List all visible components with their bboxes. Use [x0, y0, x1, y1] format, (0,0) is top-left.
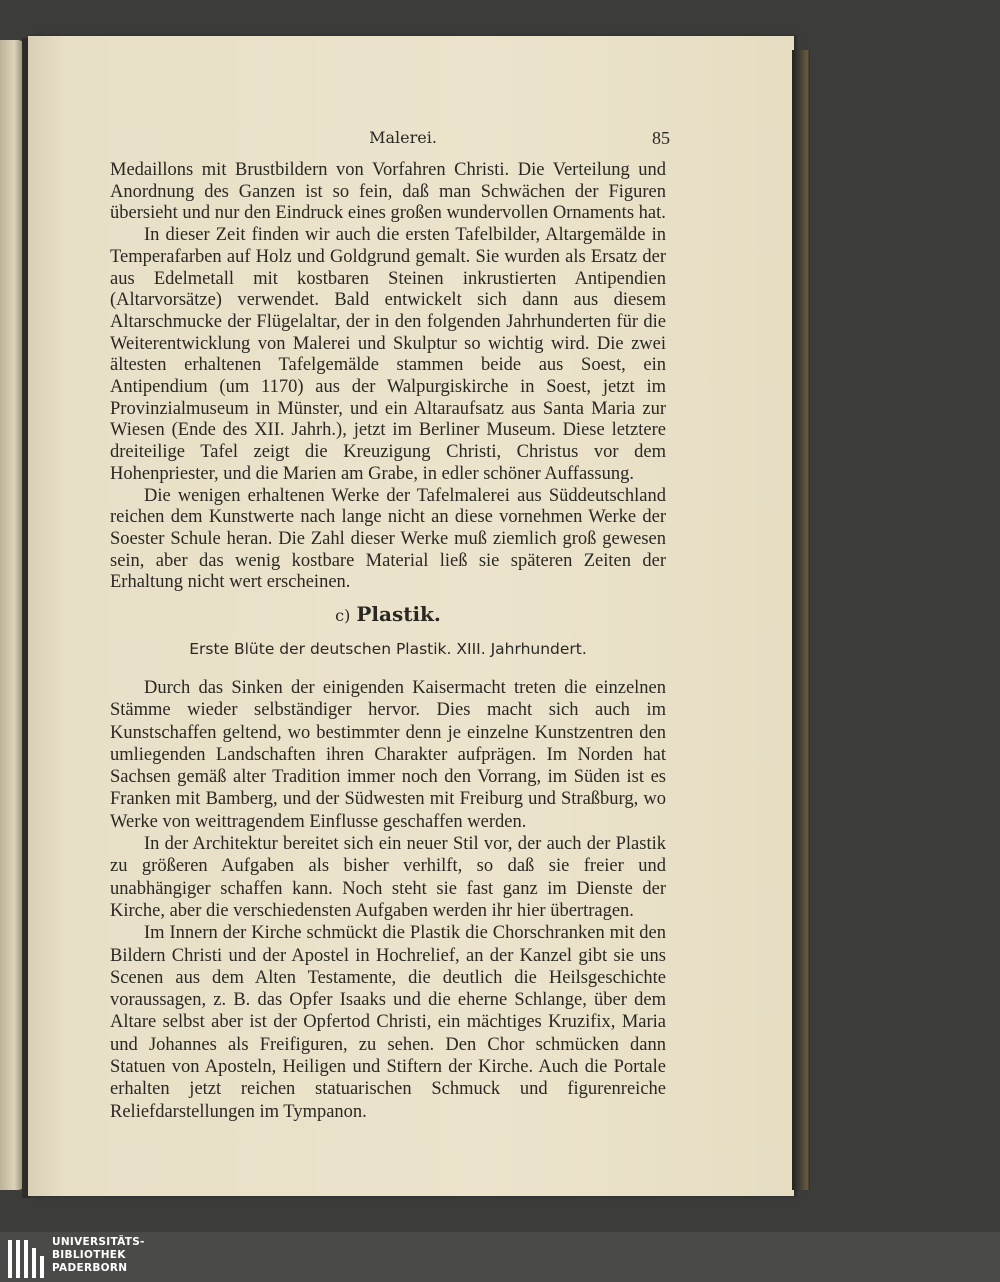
paragraph: Im Innern der Kirche schmückt die Plastik die Chorschranken mit den Bildern Christi und der Apostel in Hochrelief, an der Kanzel gibt sie uns Scenen aus dem Alten Testamente, die deutlich die Heilsgeschichte voraussagen, z. B. das Opfer Isaaks und die eherne Schlange, über dem Altare selbst aber ist der Opfertod Christi, ein mächtiges Kruzifix, Maria und Johannes als Freifiguren, zu sehen. Den Chor schmücken dann Statuen von Aposteln, Heiligen und Stiftern der Kirche. Auch die Portale erhalten jetzt reichen statuarischen Schmuck und figurenreiche Reliefdarstellungen im Tympanon. [110, 923, 666, 1122]
running-head [0, 128, 1000, 156]
logo-line: PADERBORN [52, 1262, 128, 1274]
library-logo-text [52, 1236, 145, 1275]
library-logo-icon [6, 1238, 46, 1280]
footer-bar [0, 1232, 1000, 1282]
section-title: Plastik. [356, 602, 441, 626]
logo-line: BIBLIOTHEK [52, 1249, 126, 1261]
book-cover-edge [792, 50, 810, 1190]
paragraph: In dieser Zeit finden wir auch die ersten Tafelbilder, Altargemälde in Temperafarben auf Holz und Goldgrund gemalt. Sie wurden als Ersatz der aus Edelmetall mit kostbaren Steinen inkrustierten Antipendien (Altarvorsätze) verwendet. Bald entwickelt sich dann aus diesem Altarschmucke der Flügelaltar, der in den folgenden Jahrhunderten für die Weiterentwicklung von Malerei und Skulptur so wichtig wird. Die zwei ältesten erhaltenen Tafelgemälde stammen beide aus Soest, ein Antipendium (um 1170) aus der Walpurgiskirche in Soest, jetzt im Provinzialmuseum in Münster, und ein Altaraufsatz aus Santa Maria zur Wiesen (Ende des XII. Jahrh.), jetzt im Berliner Museum. Diese letztere dreiteilige Tafel zeigt die Kreuzigung Christi, Christus vor dem Hohenpriester, und die Marien am Grabe, in edler schöner Auffassung. [110, 225, 666, 484]
section-heading [110, 602, 666, 626]
paragraph: Durch das Sinken der einigenden Kaisermacht treten die einzelnen Stämme wieder selbständiger hervor. Dies macht sich auch im Kunstschaffen geltend, wo bestimmter denn je einzelne Kunstzentren den umliegenden Landschaften ihren Charakter aufprägen. Im Norden hat Sachsen gemäß alter Tradition immer noch den Vorrang, im Süden ist es Franken mit Bamberg, und der Südwesten mit Freiburg und Straßburg, wo Werke von weittragendem Einflusse geschaffen werden. [110, 678, 666, 832]
body-text-bottom [110, 677, 666, 1123]
section-marker: c) [335, 606, 351, 625]
body-text-top [110, 160, 666, 594]
paragraph: Die wenigen erhaltenen Werke der Tafelmalerei aus Süddeutschland reichen dem Kunstwerte nach lange nicht an diese vornehmen Werke der Soester Schule heran. Die Zahl dieser Werke muß ziemlich groß gewesen sein, aber das wenig kostbare Material ließ sie späteren Zeiten der Erhaltung nicht wert erscheinen. [110, 485, 666, 593]
section-subheading: Erste Blüte der deutschen Plastik. XIII. Jahrhundert. [189, 640, 587, 658]
paragraph: Medaillons mit Brustbildern von Vorfahren Christi. Die Verteilung und Anordnung des Ganzen ist so fein, daß man Schwächen der Figuren übersieht und nur den Eindruck eines großen wundervollen Ornaments hat. [110, 160, 666, 224]
left-page-edge [0, 40, 24, 1190]
page-number: 85 [652, 128, 670, 148]
paragraph: In der Architektur bereitet sich ein neuer Stil vor, der auch der Plastik zu größeren Aufgaben als bisher verhilft, so daß sie freier und unabhängiger schaffen kann. Noch steht sie fast ganz im Dienste der Kirche, aber die verschiedensten Aufgaben werden ihr hier übertragen. [110, 834, 666, 921]
running-head-title: Malerei. [369, 128, 437, 147]
logo-line: UNIVERSITÄTS- [52, 1236, 145, 1248]
